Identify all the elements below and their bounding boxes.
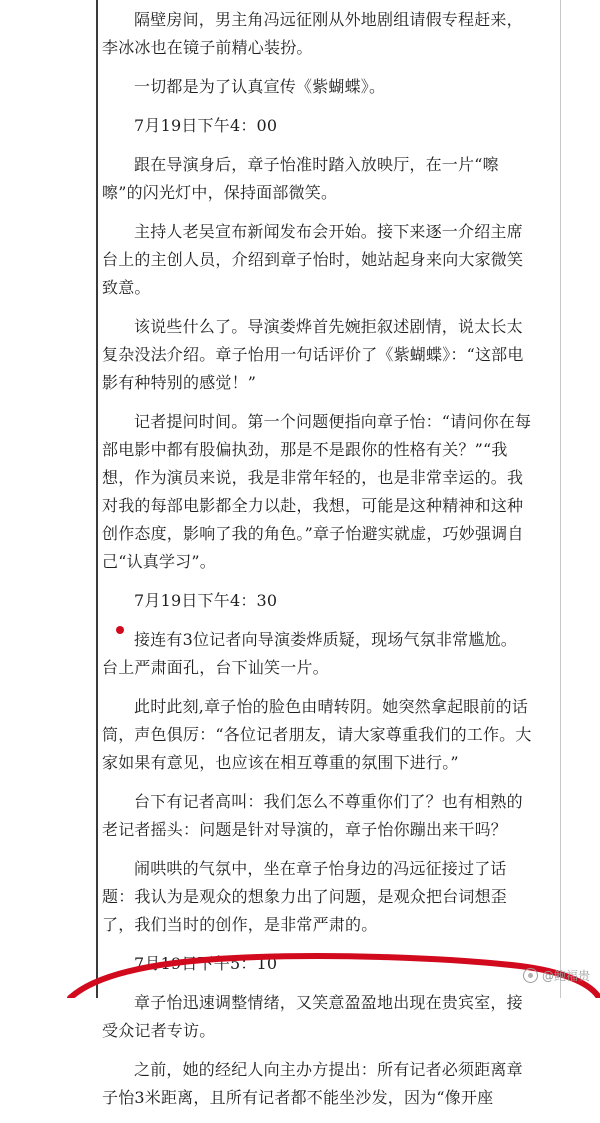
paragraph: 闹哄哄的气氛中，坐在章子怡身边的冯远征接过了话题：我认为是观众的想象力出了问题，是观众把台词想歪了，我们当时的创作，是非常严肃的。 <box>102 859 508 934</box>
red-dot-marker <box>116 626 124 634</box>
paragraph: 之前，她的经纪人向主办方提出：所有记者必须距离章子怡3米距离，且所有记者都不能坐沙发，因为“像开座 <box>102 1060 523 1107</box>
paragraph: 记者提问时间。第一个问题便指向章子怡：“请问你在每部电影中都有股偏执劲，那是不是跟你的性格有关？”“我想，作为演员来说，我是非常年轻的，也是非常幸运的。我对我的每部电影都全力以赴，我想，可能是这种精神和这种创作态度，影响了我的角色。”章子怡避实就虚，巧妙强调自己“认真学习”。 <box>102 412 532 571</box>
weibo-icon <box>523 968 538 983</box>
paragraph: 章子怡迅速调整情绪，又笑意盈盈地出现在贵宾室，接受众记者专访。 <box>102 993 523 1040</box>
timestamp: 7月19日下午4：30 <box>134 591 278 610</box>
paragraph: 接连有3位记者向导演娄烨质疑，现场气氛非常尴尬。台上严肃面孔，台下讪笑一片。 <box>102 630 517 677</box>
right-margin-rule <box>560 0 561 998</box>
paragraph: 跟在导演身后，章子怡准时踏入放映厅，在一片“嚓嚓”的闪光灯中，保持面部微笑。 <box>102 155 499 202</box>
article-body <box>102 6 532 1123</box>
paragraph: 一切都是为了认真宣传《紫蝴蝶》。 <box>134 77 386 96</box>
watermark <box>523 967 590 984</box>
timestamp: 7月19日下午5：10 <box>134 954 278 973</box>
timestamp: 7月19日下午4：00 <box>134 116 278 135</box>
paragraph: 此时此刻,章子怡的脸色由晴转阴。她突然拿起眼前的话筒，声色俱厉：“各位记者朋友，请大家尊重我们的工作。大家如果有意见，也应该在相互尊重的氛围下进行。” <box>102 697 532 772</box>
left-margin-rule <box>96 0 98 998</box>
paragraph: 该说些什么了。导演娄烨首先婉拒叙述剧情，说太长太复杂没法介绍。章子怡用一句话评价了《紫蝴蝶》：“这部电影有种特别的感觉！” <box>102 317 524 392</box>
paragraph: 隔壁房间，男主角冯远征刚从外地剧组请假专程赶来，李冰冰也在镜子前精心装扮。 <box>102 10 523 57</box>
watermark-text: @鲍福贵 <box>541 969 590 983</box>
paragraph: 主持人老吴宣布新闻发布会开始。接下来逐一介绍主席台上的主创人员，介绍到章子怡时，她站起身来向大家微笑致意。 <box>102 222 524 297</box>
paragraph: 台下有记者高叫：我们怎么不尊重你们了？也有相熟的老记者摇头：问题是针对导演的，章子怡你蹦出来干吗？ <box>102 792 523 839</box>
